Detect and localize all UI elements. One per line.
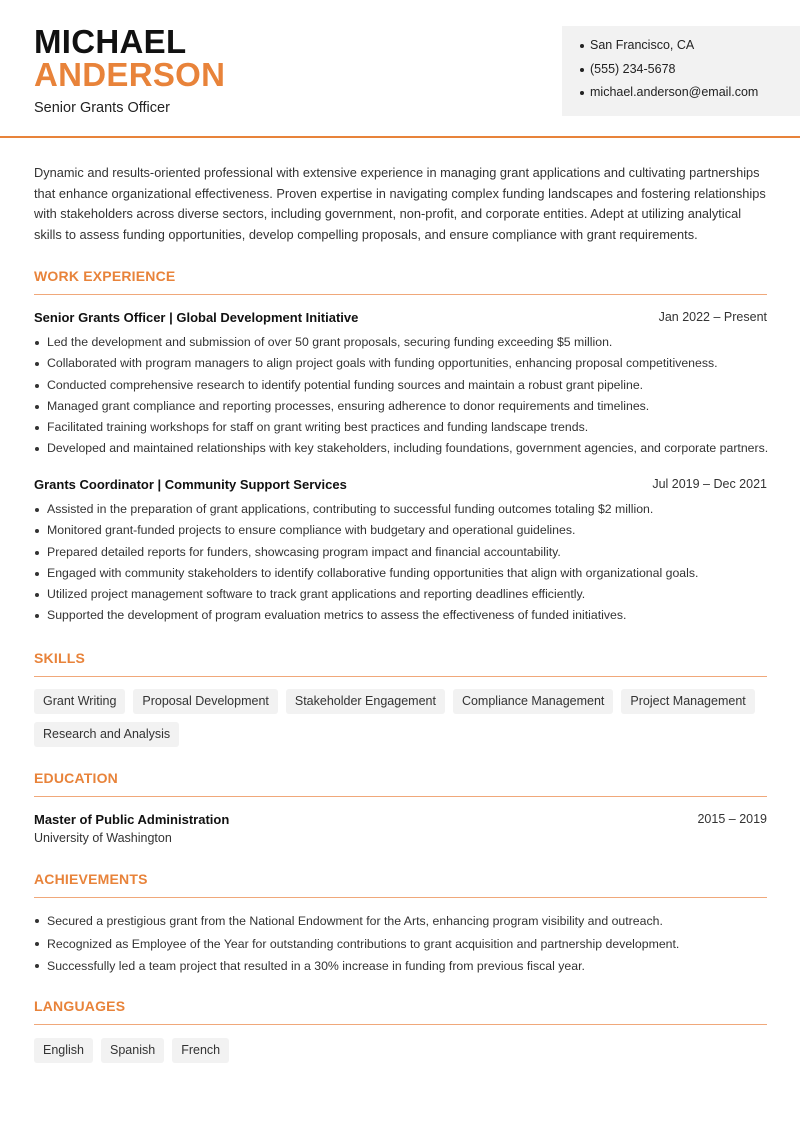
job-title-2: Grants Coordinator | Community Support Services (34, 477, 347, 492)
list-item: Led the development and submission of over 50 grant proposals, securing funding exceeding $5 million. (34, 332, 774, 353)
contact-location: San Francisco, CA (580, 34, 800, 58)
contact-box (562, 26, 800, 116)
skill-chip: Project Management (621, 689, 754, 714)
skill-chip: Stakeholder Engagement (286, 689, 445, 714)
job-header (34, 310, 767, 328)
first-name: MICHAEL (34, 23, 187, 60)
last-name: ANDERSON (34, 56, 226, 93)
achievements-list (34, 910, 774, 978)
job-title: Senior Grants Officer (34, 100, 170, 116)
section-title-languages: LANGUAGES (34, 998, 767, 1025)
degree: Master of Public Administration (34, 812, 230, 827)
job-title-1: Senior Grants Officer | Global Development Initiative (34, 310, 359, 325)
list-item: Conducted comprehensive research to identify potential funding sources and maintain a robust grant pipeline. (34, 375, 774, 396)
list-item: Recognized as Employee of the Year for outstanding contributions to grant acquisition and partnership development. (34, 933, 774, 956)
list-item: Secured a prestigious grant from the National Endowment for the Arts, enhancing program visibility and outreach. (34, 910, 774, 933)
job-dates-1: Jan 2022 – Present (658, 310, 767, 324)
contact-email: michael.anderson@email.com (580, 81, 800, 105)
list-item: Managed grant compliance and reporting processes, ensuring adherence to donor requirements and timelines. (34, 396, 774, 417)
contact-list (580, 34, 800, 105)
section-title-education: EDUCATION (34, 770, 767, 797)
list-item: Assisted in the preparation of grant applications, contributing to successful funding outcomes totaling $2 million. (34, 499, 774, 520)
skill-chip: Compliance Management (453, 689, 613, 714)
job-bullets-2 (34, 499, 774, 627)
section-title-achievements: ACHIEVEMENTS (34, 871, 767, 898)
resume-header (0, 0, 800, 138)
list-item: Successfully led a team project that resulted in a 30% increase in funding from previous fiscal year. (34, 955, 774, 978)
education-header (34, 812, 767, 830)
education-dates: 2015 – 2019 (697, 812, 767, 826)
school-name: University of Washington (34, 831, 172, 845)
list-item: Developed and maintained relationships with key stakeholders, including foundations, government agencies, and corporate partners. (34, 438, 774, 459)
languages-list (34, 1038, 774, 1063)
section-title-work: WORK EXPERIENCE (34, 268, 767, 295)
list-item: Prepared detailed reports for funders, showcasing program impact and financial accountability. (34, 542, 774, 563)
list-item: Supported the development of program evaluation metrics to assess the effectiveness of funded initiatives. (34, 605, 774, 626)
job-dates-2: Jul 2019 – Dec 2021 (652, 477, 767, 491)
list-item: Facilitated training workshops for staff on grant writing best practices and funding landscape trends. (34, 417, 774, 438)
language-chip: French (172, 1038, 229, 1063)
section-title-skills: SKILLS (34, 650, 767, 677)
skill-chip: Proposal Development (133, 689, 277, 714)
language-chip: English (34, 1038, 93, 1063)
list-item: Utilized project management software to track grant applications and reporting deadlines efficiently. (34, 584, 774, 605)
summary: Dynamic and results-oriented professional with extensive experience in managing grant applications and cultivating partnerships that enhance organizational effectiveness. Proven expertise in navigating complex funding landscapes and fostering relationships with stakeholders across diverse sectors, including government, non-profit, and corporate entities. Adept at utilizing analytical skills to assess funding opportunities, develop compelling proposals, and ensure compliance with grant requirements. (34, 165, 766, 242)
job-header (34, 477, 767, 495)
list-item: Engaged with community stakeholders to identify collaborative funding opportunities that align with organizational goals. (34, 563, 774, 584)
language-chip: Spanish (101, 1038, 164, 1063)
skill-chip: Grant Writing (34, 689, 125, 714)
list-item: Monitored grant-funded projects to ensure compliance with budgetary and operational guidelines. (34, 520, 774, 541)
list-item: Collaborated with program managers to align project goals with funding opportunities, enhancing proposal competitiveness. (34, 353, 774, 374)
skills-list (34, 689, 774, 747)
job-bullets-1 (34, 332, 774, 460)
contact-phone: (555) 234-5678 (580, 58, 800, 82)
skill-chip: Research and Analysis (34, 722, 179, 747)
